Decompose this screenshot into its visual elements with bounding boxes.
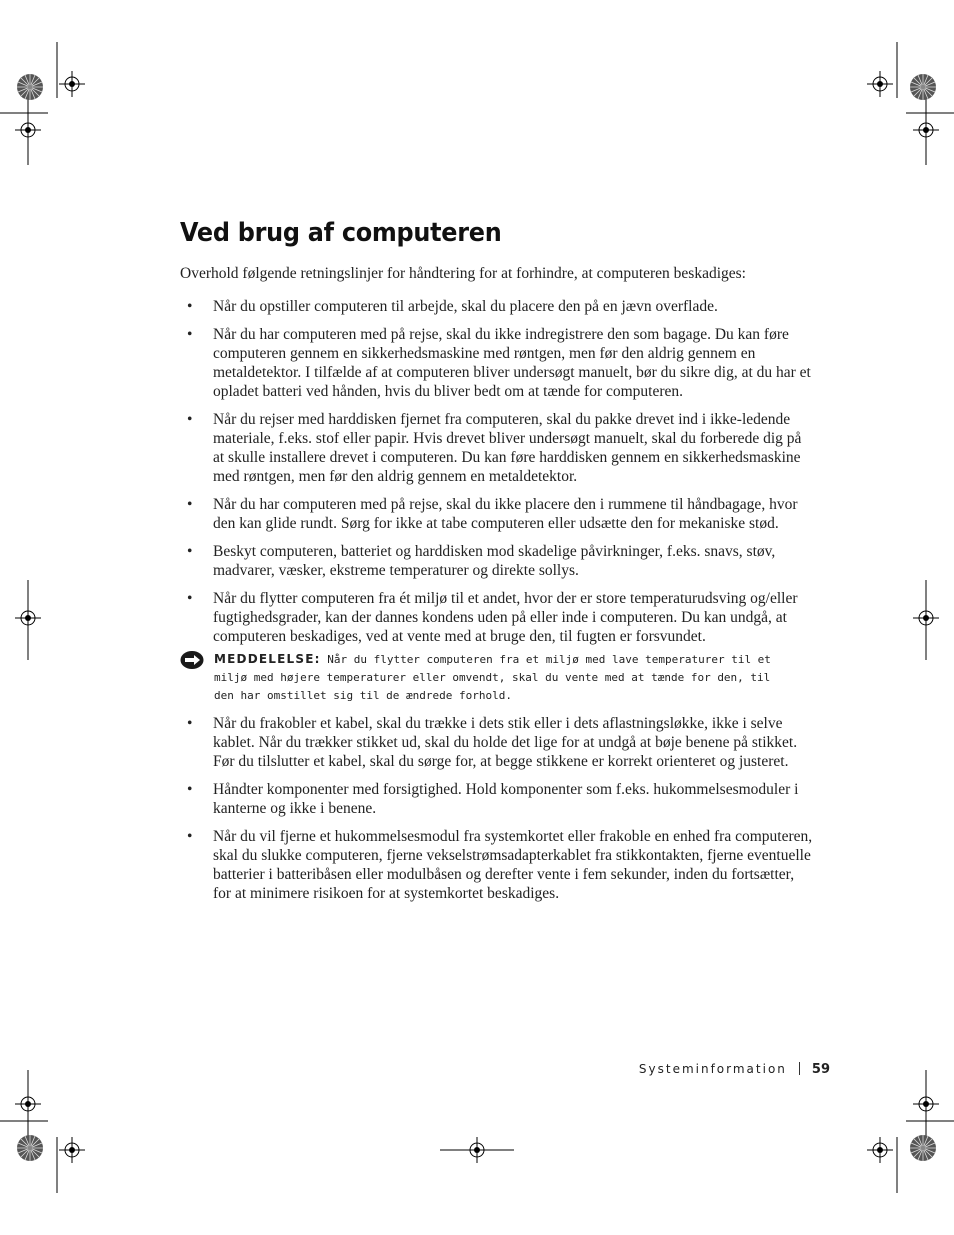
footer-divider [799, 1062, 800, 1075]
list-item-text: Håndter komponenter med forsigtighed. Hold komponenter som f.eks. hukommelsesmoduler i kanterne og ikke i benene. [213, 781, 799, 817]
guideline-list-1 [180, 297, 820, 655]
bullet: • [187, 496, 193, 513]
notice-text-block [180, 650, 789, 705]
list-item [180, 714, 820, 771]
page-footer [560, 1062, 830, 1077]
list-item-text: Når du har computeren med på rejse, skal du ikke placere den i rummene til håndbagage, hvor den kan glide rundt. Sørg for ikke at tabe computeren eller udsætte den for mekaniske stød. [213, 496, 798, 532]
intro-paragraph: Overhold følgende retningslinjer for håndtering for at forhindre, at computeren beskadiges: [180, 265, 746, 282]
list-item-text: Når du opstiller computeren til arbejde, skal du placere den på en jævn overflade. [213, 298, 718, 315]
notice-label: MEDDELELSE: [214, 652, 321, 666]
bullet: • [187, 411, 193, 428]
list-item [180, 325, 820, 401]
list-item-text: Når du flytter computeren fra ét miljø til et andet, hvor der er store temperaturudsving og/eller fugtighedsgrader, kan der dannes kondens uden på eller inde i computeren. Du kan undgå, at computeren beskadiges, ved at vente med at bruge den, til fugten er forsvundet. [213, 590, 798, 645]
list-item [180, 780, 820, 818]
list-item-text: Når du frakobler et kabel, skal du trække i dets stik eller i dets aflastningsløkke, ikke i selve kablet. Når du trækker stikket ud, skal du holde det lige for at undgå at bøje benene på stikket. Før du tilslutter et kabel, skal du sørge for, at begge stikkene er korrekt orienteret og justeret. [213, 715, 798, 770]
guideline-list-2 [180, 714, 820, 912]
bullet: • [187, 590, 193, 607]
page-title: Ved brug af computeren [180, 218, 502, 248]
list-item-text: Når du vil fjerne et hukommelsesmodul fra systemkortet eller frakoble en enhed fra computeren, skal du slukke computeren, fjerne vekselstrømsadapterkablet fra stikkontakten, fjerne eventuelle batterier i batteribåsen eller modulbåsen og derefter vente i fem sekunder, inden du fortsætter, for at minimere risikoen for at systemkortet beskadiges. [213, 828, 813, 902]
list-item-text: Beskyt computeren, batteriet og harddisken mod skadelige påvirkninger, f.eks. snavs, støv, madvarer, væsker, ekstreme temperaturer og direkte sollys. [213, 543, 776, 579]
bullet: • [187, 326, 193, 343]
list-item [180, 297, 820, 316]
list-item [180, 495, 820, 533]
notice-text: Når du flytter computeren fra et miljø med lave temperaturer til et miljø med højere temperaturer eller omvendt, skal du vente med at tænde for den, til den har omstillet sig til de ændrede forhold. [214, 653, 771, 702]
page-number: 59 [811, 1062, 830, 1077]
bullet: • [187, 298, 193, 315]
bullet: • [187, 543, 193, 560]
notice-icon [180, 650, 206, 670]
bullet: • [187, 828, 193, 845]
list-item [180, 410, 820, 486]
footer-section-name: Systeminformation [638, 1062, 787, 1076]
list-item-text: Når du har computeren med på rejse, skal du ikke indregistrere den som bagage. Du kan føre computeren gennem en sikkerhedsmaskine med røntgen, men før den aldrig gennem en metaldetektor. I tilfælde af at computeren bliver undersøgt manuelt, bør du sikre dig, at du har et opladet batteri ved hånden, hvis du bliver bedt om at tænde for computeren. [213, 326, 811, 400]
bullet: • [187, 715, 193, 732]
list-item-text: Når du rejser med harddisken fjernet fra computeren, skal du pakke drevet ind i ikke-ledende materiale, f.eks. stof eller papir. Hvis drevet bliver undersøgt manuelt, skal du forberede dig på at skulle installere drevet i computeren. Du kan føre harddisken gennem en sikkerhedsmaskine med røntgen, men før den aldrig gennem en metaldetektor. [213, 411, 802, 485]
bullet: • [187, 781, 193, 798]
list-item [180, 542, 820, 580]
notice-box [180, 650, 820, 705]
list-item [180, 827, 820, 903]
list-item [180, 589, 820, 646]
